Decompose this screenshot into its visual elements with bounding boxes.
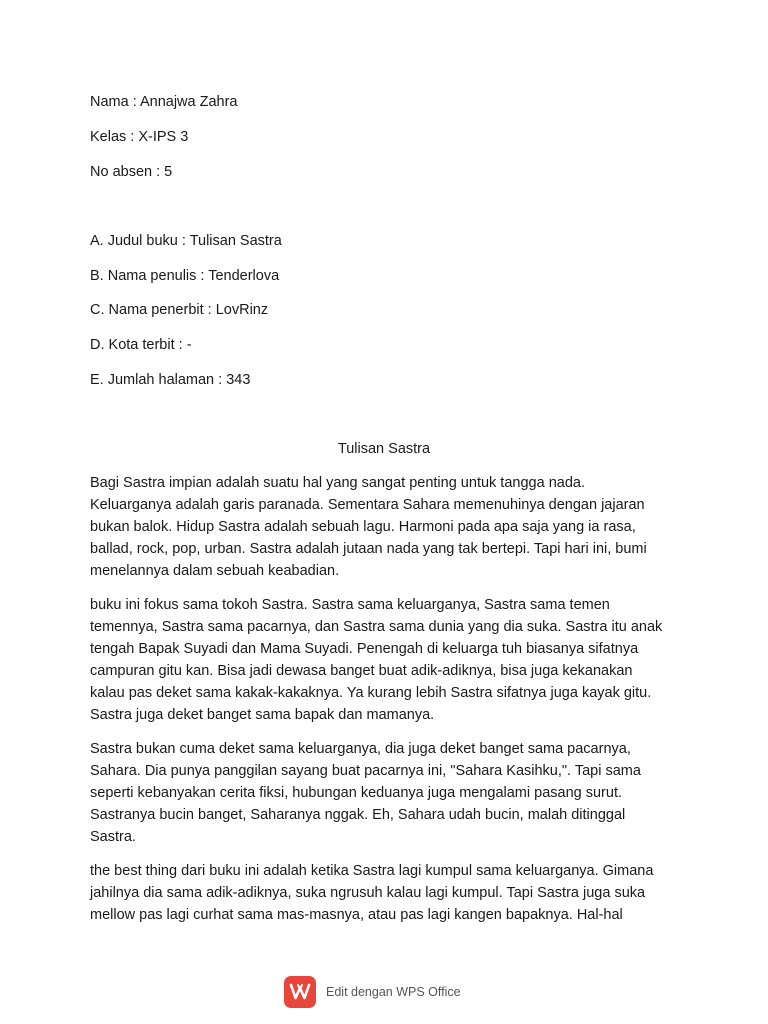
book-city-info: D. Kota terbit : -: [90, 337, 192, 353]
wps-edit-label[interactable]: Edit dengan WPS Office: [326, 985, 461, 999]
paragraph-line: Sastranya bucin banget, Saharanya nggak. Eh, Sahara udah bucin, malah ditinggal: [90, 807, 626, 823]
book-title-info: A. Judul buku : Tulisan Sastra: [90, 233, 282, 249]
paragraph-line: temennya, Sastra sama pacarnya, dan Sastra sama dunia yang dia suka. Sastra itu anak: [90, 619, 663, 635]
paragraph-line: Bagi Sastra impian adalah suatu hal yang sangat penting untuk tangga nada.: [90, 475, 585, 491]
paragraph-line: menelannya dalam sebuah keabadian.: [90, 563, 340, 579]
paragraph-3: [90, 738, 690, 848]
student-class: Kelas : X-IPS 3: [90, 129, 189, 145]
book-author-info: B. Nama penulis : Tenderlova: [90, 268, 280, 284]
paragraph-line: campuran gitu kan. Bisa jadi dewasa banget buat adik-adiknya, bisa juga kekanakan: [90, 663, 633, 679]
paragraph-line: jahilnya dia sama adik-adiknya, suka ngrusuh kalau lagi kumpul. Tapi Sastra juga suka: [90, 885, 646, 901]
paragraph-line: the best thing dari buku ini adalah ketika Sastra lagi kumpul sama keluarganya. Gimana: [90, 863, 654, 879]
paragraph-line: bukan balok. Hidup Sastra adalah sebuah lagu. Harmoni pada apa saja yang ia rasa,: [90, 519, 636, 535]
paragraph-line: seperti kebanyakan cerita fiksi, hubungan keduanya juga mengalami pasang surut.: [90, 785, 623, 801]
paragraph-line: Sastra bukan cuma deket sama keluarganya, dia juga deket banget sama pacarnya,: [90, 741, 631, 757]
book-pages-info: E. Jumlah halaman : 343: [90, 372, 251, 388]
wps-w-glyph-icon: [289, 982, 311, 1002]
book-publisher-info: C. Nama penerbit : LovRinz: [90, 302, 269, 318]
paragraph-line: buku ini fokus sama tokoh Sastra. Sastra sama keluarganya, Sastra sama temen: [90, 597, 610, 613]
paragraph-1: [90, 472, 690, 582]
paragraph-line: tengah Bapak Suyadi dan Mama Suyadi. Penengah di keluarga tuh biasanya sifatnya: [90, 641, 639, 657]
paragraph-line: kalau pas deket sama kakak-kakaknya. Ya kurang lebih Sastra sifatnya juga kayak gitu.: [90, 685, 652, 701]
paragraph-2: [90, 594, 690, 726]
student-name: Nama : Annajwa Zahra: [90, 94, 238, 110]
paragraph-line: Keluarganya adalah garis paranada. Sementara Sahara memenuhinya dengan jajaran: [90, 497, 645, 513]
paragraph-line: ballad, rock, pop, urban. Sastra adalah jutaan nada yang tak bertepi. Tapi hari ini, bumi: [90, 541, 647, 557]
paragraph-line: Sahara. Dia punya panggilan sayang buat pacarnya ini, "Sahara Kasihku,". Tapi sama: [90, 763, 641, 779]
wps-edit-link[interactable]: [284, 975, 461, 1009]
review-title: Tulisan Sastra: [337, 441, 431, 457]
paragraph-line: Sastra.: [90, 829, 136, 845]
wps-office-logo-icon: [284, 976, 316, 1008]
paragraph-4: [90, 860, 690, 926]
paragraph-line: mellow pas lagi curhat sama mas-masnya, atau pas lagi kangen bapaknya. Hal-hal: [90, 907, 623, 923]
student-absence-number: No absen : 5: [90, 164, 173, 180]
paragraph-line: Sastra juga deket banget sama bapak dan mamanya.: [90, 707, 435, 723]
